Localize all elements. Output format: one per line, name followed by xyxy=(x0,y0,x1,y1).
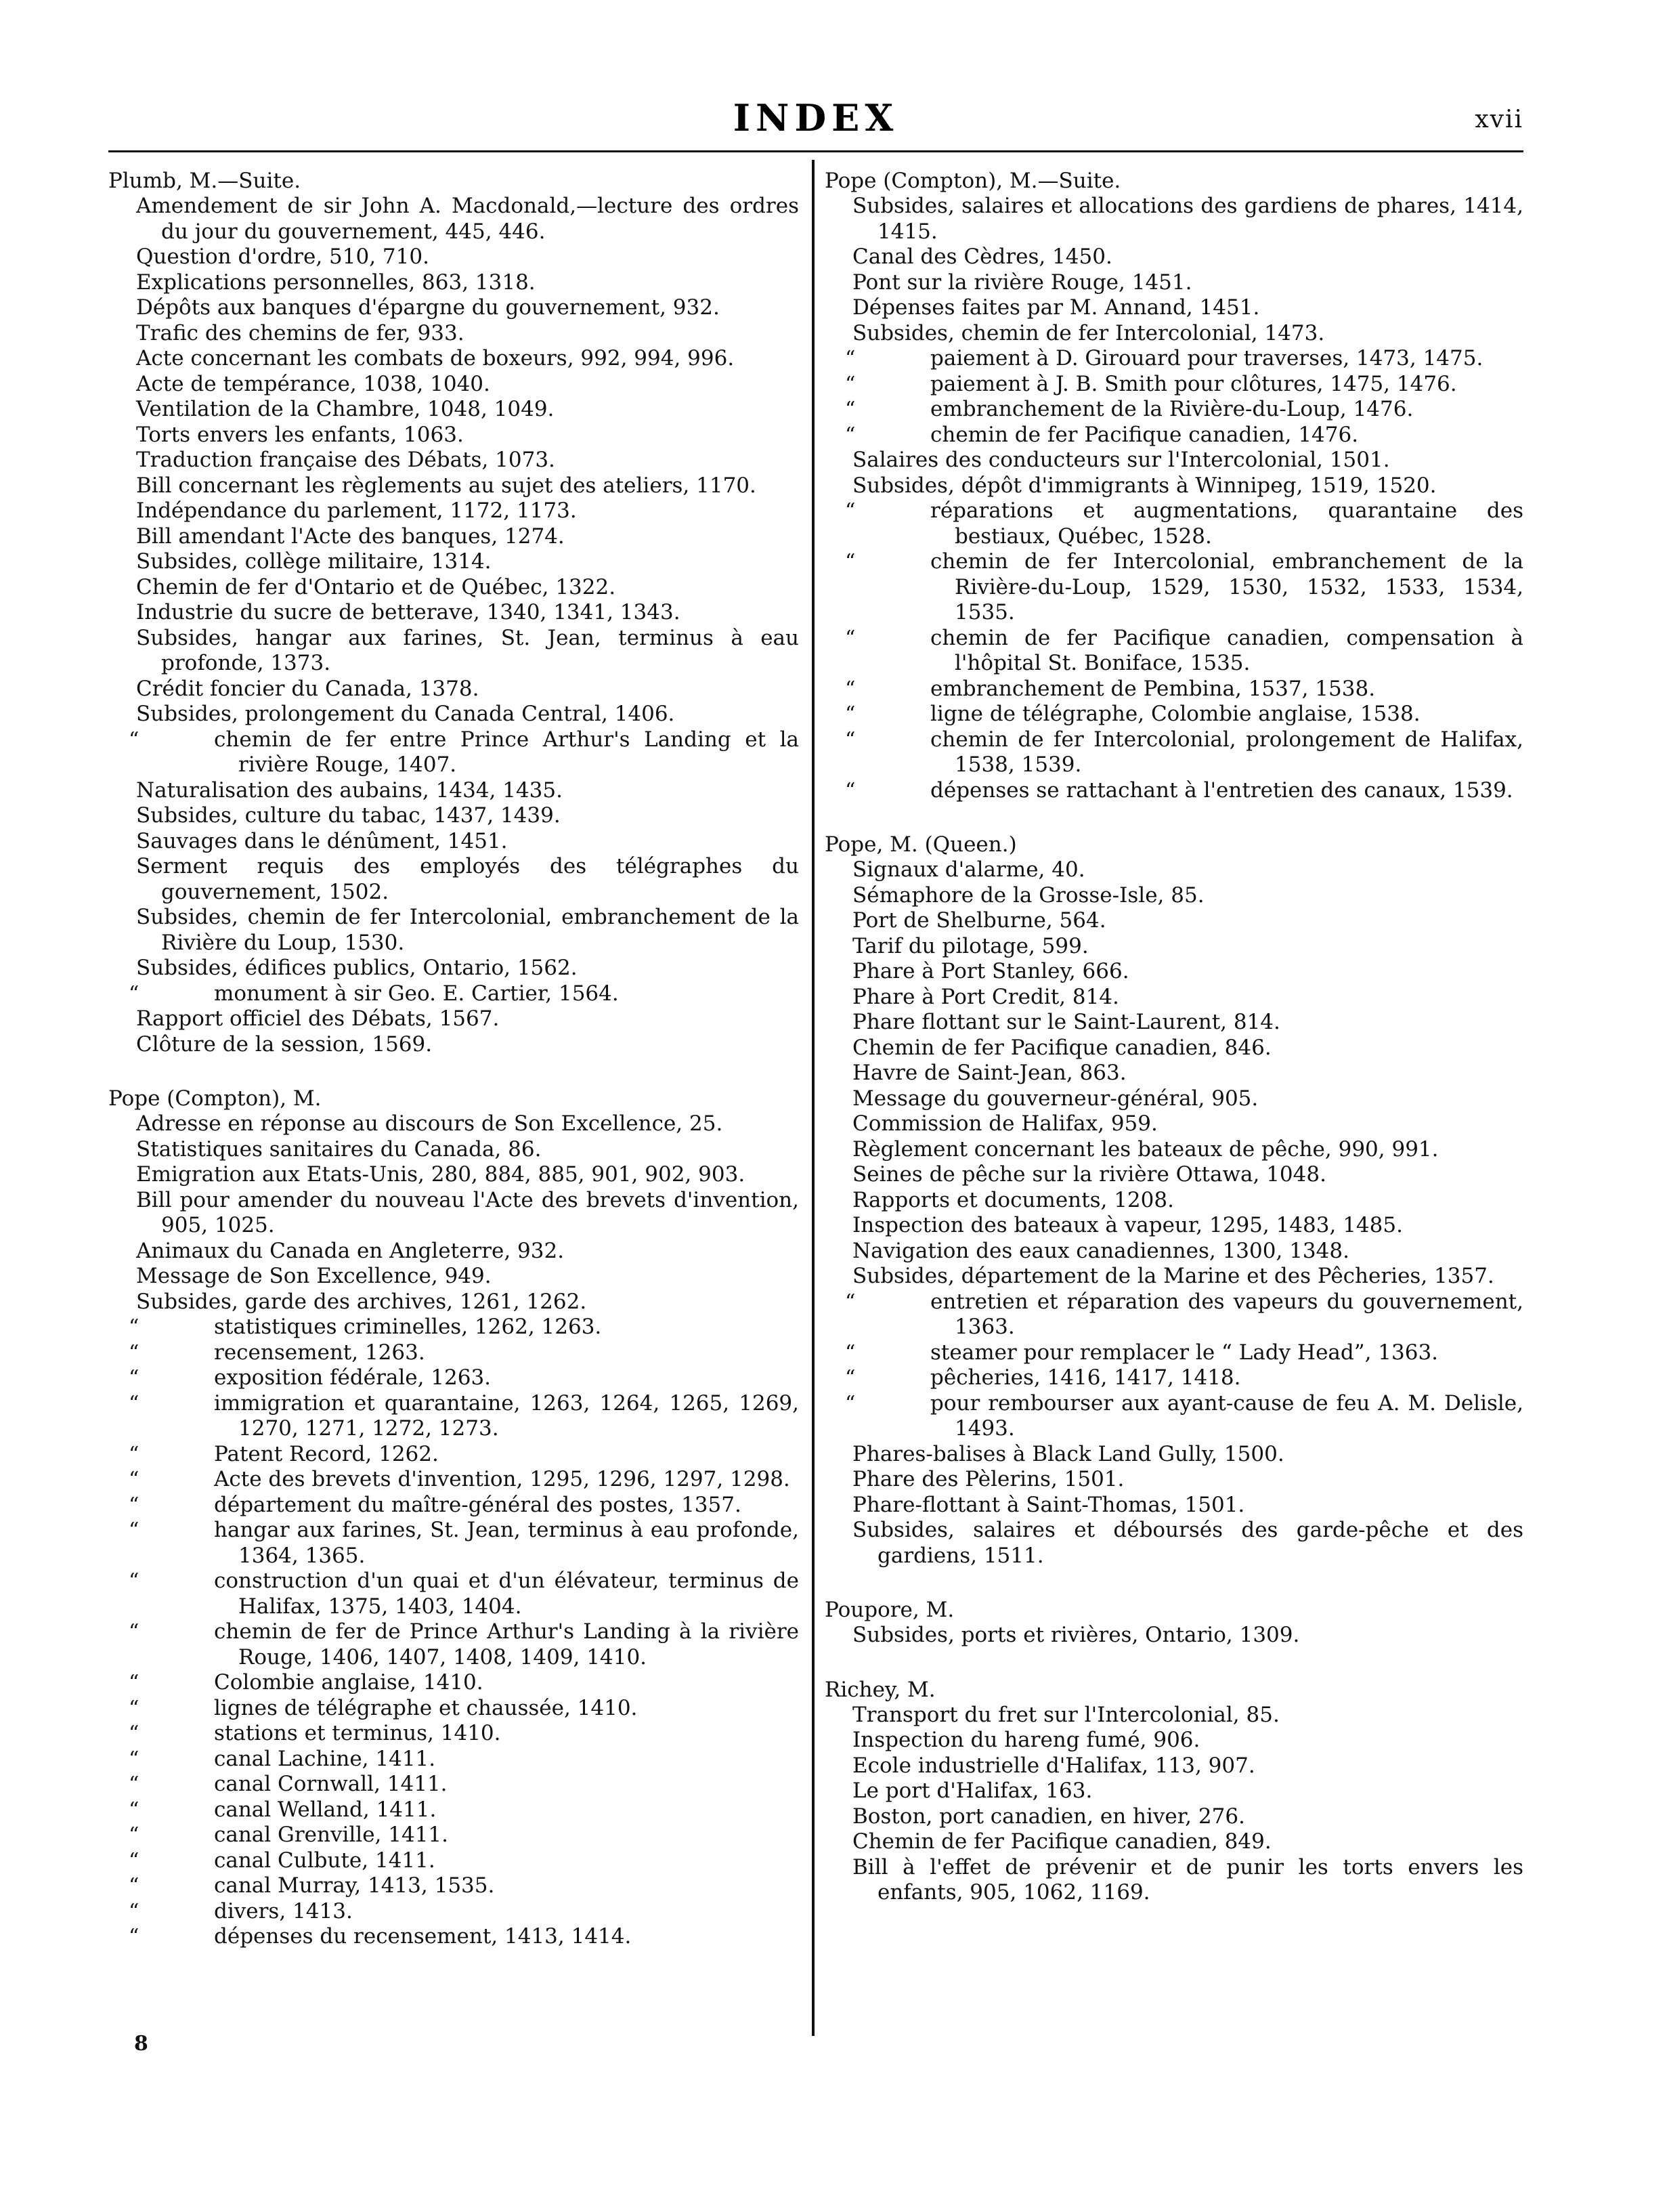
entry-text: Subsides, salaires et déboursés des garde-pêche et des gardiens, 1511. xyxy=(852,1518,1523,1568)
entry-text: paiement à J. B. Smith pour clôtures, 1475, 1476. xyxy=(930,371,1457,396)
index-subentry: “ entretien et réparation des vapeurs du gouvernement, 1363. xyxy=(845,1289,1523,1339)
entry-text: Canal des Cèdres, 1450. xyxy=(852,244,1112,269)
index-subentry: “ statistiques criminelles, 1262, 1263. xyxy=(129,1315,602,1339)
entry-text: Acte concernant les combats de boxeurs, 992, 994, 996. xyxy=(136,346,735,370)
entry-text: Signaux d'alarme, 40. xyxy=(852,857,1085,882)
entry-text: Commission de Halifax, 959. xyxy=(852,1111,1158,1136)
index-entry xyxy=(826,1111,1523,1137)
entry-text: canal Murray, 1413, 1535. xyxy=(214,1873,495,1898)
entry-text: stations et terminus, 1410. xyxy=(214,1721,501,1745)
page-number: xvii xyxy=(1475,106,1523,133)
entry-text: Sémaphore de la Grosse-Isle, 85. xyxy=(852,882,1205,908)
entry-text: dépenses du recensement, 1413, 1414. xyxy=(214,1924,632,1949)
index-entry xyxy=(110,473,799,499)
index-subentry: “ lignes de télégraphe et chaussée, 1410. xyxy=(129,1695,638,1720)
index-entry xyxy=(110,1162,799,1188)
index-subentry: “ exposition fédérale, 1263. xyxy=(129,1365,492,1390)
index-subentry: “ monument à sir Geo. E. Cartier, 1564. xyxy=(129,981,619,1006)
page-title: INDEX xyxy=(733,96,899,140)
index-section xyxy=(825,1597,1523,1649)
entry-text: Phare flottant sur le Saint-Laurent, 814. xyxy=(852,1010,1280,1034)
entry-text: Sauvages dans le dénûment, 1451. xyxy=(136,828,508,853)
index-entry xyxy=(826,934,1523,960)
entry-text: Adresse en réponse au discours de Son Excellence, 25. xyxy=(136,1111,723,1136)
entry-text: exposition fédérale, 1263. xyxy=(214,1365,492,1390)
entry-text: Subsides, hangar aux farines, St. Jean, terminus à eau profonde, 1373. xyxy=(136,625,799,675)
section-heading: Pope (Compton), M. xyxy=(108,1086,322,1111)
entry-text: chemin de fer Intercolonial, prolongement de Halifax, 1538, 1539. xyxy=(930,727,1523,777)
entry-text: Ventilation de la Chambre, 1048, 1049. xyxy=(136,397,555,421)
entry-text: Bill pour amender du nouveau l'Acte des brevets d'invention, 905, 1025. xyxy=(136,1187,799,1237)
entry-text: chemin de fer de Prince Arthur's Landing à la rivière Rouge, 1406, 1407, 1408, 1409, 1410. xyxy=(214,1619,799,1669)
entry-text: canal Welland, 1411. xyxy=(214,1797,437,1822)
entry-text: Torts envers les enfants, 1063. xyxy=(136,422,464,447)
entry-text: lignes de télégraphe et chaussée, 1410. xyxy=(214,1695,638,1720)
entry-text: Salaires des conducteurs sur l'Intercolonial, 1501. xyxy=(852,448,1390,472)
index-entry xyxy=(826,1010,1523,1036)
entry-text: Acte de tempérance, 1038, 1040. xyxy=(136,371,490,396)
index-entry xyxy=(110,626,799,677)
entry-text: Havre de Saint-Jean, 863. xyxy=(852,1061,1127,1085)
index-entry xyxy=(110,549,799,575)
index-subentry: “ canal Welland, 1411. xyxy=(129,1797,437,1822)
entry-text: Explications personnelles, 863, 1318. xyxy=(136,270,536,295)
entry-text: Port de Shelburne, 564. xyxy=(852,908,1106,933)
entry-text: canal Lachine, 1411. xyxy=(214,1746,436,1771)
entry-text: Règlement concernant les bateaux de pêche, 990, 991. xyxy=(852,1136,1439,1162)
signature-mark: 8 xyxy=(134,2032,148,2056)
entry-text: Phare des Pèlerins, 1501. xyxy=(852,1467,1125,1491)
index-entry xyxy=(110,1290,799,1315)
index-subentry: “ canal Lachine, 1411. xyxy=(129,1746,436,1771)
index-entry xyxy=(110,448,799,473)
index-section xyxy=(108,168,799,1057)
entry-text: département du maître-général des postes, 1357. xyxy=(214,1492,741,1517)
entry-text: immigration et quarantaine, 1263, 1264, 1265, 1269, 1270, 1271, 1272, 1273. xyxy=(214,1390,799,1441)
entry-text: Animaux du Canada en Angleterre, 932. xyxy=(136,1238,565,1263)
entry-text: Phare-flottant à Saint-Thomas, 1501. xyxy=(852,1492,1245,1517)
index-subentry: “ chemin de fer Intercolonial, embranchement de la Rivière-du-Loup, 1529, 1530, 1532, 1533, 1534, 1535. xyxy=(845,549,1523,624)
index-entry xyxy=(110,498,799,524)
entry-text: divers, 1413. xyxy=(214,1898,353,1923)
index-section xyxy=(825,832,1523,1569)
index-entry xyxy=(110,524,799,550)
entry-text: Question d'ordre, 510, 710. xyxy=(136,244,429,269)
index-entry xyxy=(110,778,799,804)
index-entry xyxy=(110,346,799,372)
index-entry xyxy=(110,397,799,423)
entry-text: Seines de pêche sur la rivière Ottawa, 1048. xyxy=(852,1162,1326,1187)
index-entry xyxy=(826,448,1523,473)
index-entry xyxy=(110,423,799,448)
entry-text: Le port d'Halifax, 163. xyxy=(852,1779,1093,1803)
index-entry xyxy=(826,1239,1523,1264)
index-entry xyxy=(110,295,799,321)
index-entry xyxy=(826,1086,1523,1112)
index-subentry: “ Acte des brevets d'invention, 1295, 1296, 1297, 1298. xyxy=(129,1467,790,1491)
index-subentry: “ chemin de fer Pacifique canadien, 1476. xyxy=(845,422,1359,447)
index-entry xyxy=(110,1264,799,1290)
index-subentry: “ chemin de fer Intercolonial, prolongement de Halifax, 1538, 1539. xyxy=(845,727,1523,777)
index-entry xyxy=(110,194,799,244)
index-subentry: “ pêcheries, 1416, 1417, 1418. xyxy=(845,1365,1241,1390)
entry-text: Amendement de sir John A. Macdonald,—lecture des ordres du jour du gouvernement, 445, 446. xyxy=(136,194,799,244)
index-entry xyxy=(110,1188,799,1239)
index-subentry: “ steamer pour remplacer le “ Lady Head”, 1363. xyxy=(845,1340,1439,1365)
index-subentry: “ hangar aux farines, St. Jean, terminus à eau profonde, 1364, 1365. xyxy=(129,1518,799,1568)
entry-text: Phare à Port Stanley, 666. xyxy=(852,959,1129,983)
index-entry xyxy=(826,244,1523,270)
index-subentry: “ canal Murray, 1413, 1535. xyxy=(129,1873,495,1898)
page-header xyxy=(108,88,1523,149)
entry-text: Dépôts aux banques d'épargne du gouvernement, 932. xyxy=(136,295,720,320)
index-subentry: “ dépenses du recensement, 1413, 1414. xyxy=(129,1924,632,1949)
index-entry xyxy=(110,1137,799,1163)
entry-text: pour rembourser aux ayant-cause de feu A. M. Delisle, 1493. xyxy=(930,1390,1523,1441)
index-entry xyxy=(110,244,799,270)
index-entry xyxy=(110,829,799,855)
entry-text: Transport du fret sur l'Intercolonial, 85. xyxy=(852,1702,1280,1727)
entry-text: hangar aux farines, St. Jean, terminus à eau profonde, 1364, 1365. xyxy=(214,1518,799,1568)
entry-text: ligne de télégraphe, Colombie anglaise, 1538. xyxy=(930,702,1421,726)
index-subentry: “ canal Grenville, 1411. xyxy=(129,1823,449,1847)
index-entry xyxy=(826,1703,1523,1728)
left-column xyxy=(108,168,799,1978)
entry-text: recensement, 1263. xyxy=(214,1340,425,1365)
entry-text: chemin de fer Pacifique canadien, 1476. xyxy=(930,422,1359,447)
entry-text: Clôture de la session, 1569. xyxy=(136,1031,433,1057)
entry-text: embranchement de la Rivière-du-Loup, 1476. xyxy=(930,397,1414,421)
index-entry xyxy=(110,600,799,626)
index-entry xyxy=(826,985,1523,1011)
entry-text: canal Culbute, 1411. xyxy=(214,1848,435,1873)
entry-text: embranchement de Pembina, 1537, 1538. xyxy=(930,676,1376,701)
index-entry xyxy=(110,1006,799,1032)
entry-text: Inspection des bateaux à vapeur, 1295, 1483, 1485. xyxy=(852,1213,1403,1237)
index-entry xyxy=(826,1753,1523,1779)
index-subentry: “ paiement à J. B. Smith pour clôtures, 1475, 1476. xyxy=(845,371,1457,396)
entry-text: Acte des brevets d'invention, 1295, 1296, 1297, 1298. xyxy=(214,1467,790,1491)
index-entry xyxy=(110,575,799,601)
index-entry xyxy=(826,1728,1523,1753)
index-subentry: “ immigration et quarantaine, 1263, 1264, 1265, 1269, 1270, 1271, 1272, 1273. xyxy=(129,1390,799,1441)
entry-text: Traduction française des Débats, 1073. xyxy=(136,448,555,472)
entry-text: Subsides, garde des archives, 1261, 1262. xyxy=(136,1289,587,1314)
index-entry xyxy=(110,1239,799,1264)
right-column xyxy=(825,168,1523,1934)
index-entry xyxy=(110,803,799,829)
index-section xyxy=(825,168,1523,803)
entry-text: Emigration aux Etats-Unis, 280, 884, 885, 901, 902, 903. xyxy=(136,1162,745,1187)
entry-text: Boston, port canadien, en hiver, 276. xyxy=(852,1804,1245,1829)
entry-text: Bill à l'effet de prévenir et de punir les torts envers les enfants, 905, 1062, 1169. xyxy=(852,1854,1523,1905)
entry-text: Tarif du pilotage, 599. xyxy=(852,933,1089,958)
section-heading: Pope, M. (Queen.) xyxy=(825,832,1017,857)
entry-text: Subsides, chemin de fer Intercolonial, embranchement de la Rivière du Loup, 1530. xyxy=(136,905,799,955)
entry-text: réparations et augmentations, quarantaine des bestiaux, Québec, 1528. xyxy=(930,498,1523,549)
index-entry xyxy=(826,295,1523,321)
index-entry xyxy=(826,1623,1523,1649)
entry-text: Message de Son Excellence, 949. xyxy=(136,1264,492,1288)
entry-text: chemin de fer entre Prince Arthur's Landing et la rivière Rouge, 1407. xyxy=(214,727,799,777)
index-entry xyxy=(110,854,799,905)
entry-text: Rapport officiel des Débats, 1567. xyxy=(136,1006,500,1031)
entry-text: Subsides, prolongement du Canada Central, 1406. xyxy=(136,702,675,726)
entry-text: Trafic des chemins de fer, 933. xyxy=(136,320,464,345)
index-entry xyxy=(826,1467,1523,1493)
index-entry xyxy=(826,1829,1523,1855)
entry-text: Subsides, collège militaire, 1314. xyxy=(136,549,492,574)
index-entry xyxy=(110,270,799,296)
section-heading: Plumb, M.—Suite. xyxy=(108,169,301,193)
index-entry xyxy=(826,473,1523,499)
index-entry xyxy=(826,1442,1523,1468)
index-entry xyxy=(826,1264,1523,1290)
index-entry xyxy=(110,702,799,727)
index-subentry: “ recensement, 1263. xyxy=(129,1340,425,1365)
entry-text: Phare à Port Credit, 814. xyxy=(852,984,1119,1009)
entry-text: Chemin de fer d'Ontario et de Québec, 1322. xyxy=(136,574,616,599)
index-entry xyxy=(110,956,799,981)
index-subentry: “ paiement à D. Girouard pour traverses, 1473, 1475. xyxy=(845,346,1483,370)
index-entry xyxy=(826,883,1523,909)
index-entry xyxy=(826,857,1523,883)
index-entry xyxy=(110,1111,799,1137)
index-entry xyxy=(826,1518,1523,1569)
entry-text: Dépenses faites par M. Annand, 1451. xyxy=(852,295,1260,320)
section-heading: Poupore, M. xyxy=(825,1598,955,1622)
entry-text: Colombie anglaise, 1410. xyxy=(214,1670,483,1695)
column-divider xyxy=(812,160,815,2036)
index-subentry: “ divers, 1413. xyxy=(129,1898,353,1923)
index-entry xyxy=(826,1779,1523,1804)
entry-text: statistiques criminelles, 1262, 1263. xyxy=(214,1315,602,1339)
index-subentry: “ canal Culbute, 1411. xyxy=(129,1848,435,1873)
index-entry xyxy=(826,959,1523,985)
index-entry xyxy=(826,1036,1523,1061)
entry-text: dépenses se rattachant à l'entretien des canaux, 1539. xyxy=(930,778,1513,803)
entry-text: Chemin de fer Pacifique canadien, 846. xyxy=(852,1035,1272,1060)
index-entry xyxy=(826,1855,1523,1906)
entry-text: Crédit foncier du Canada, 1378. xyxy=(136,676,479,701)
entry-text: Subsides, édifices publics, Ontario, 1562. xyxy=(136,956,578,980)
entry-text: canal Grenville, 1411. xyxy=(214,1823,449,1847)
entry-text: chemin de fer Intercolonial, embranchement de la Rivière-du-Loup, 1529, 1530, 1532, 1533, 1534, 1535. xyxy=(930,549,1523,624)
entry-text: Pont sur la rivière Rouge, 1451. xyxy=(852,270,1192,295)
entry-text: Chemin de fer Pacifique canadien, 849. xyxy=(852,1829,1272,1854)
entry-text: monument à sir Geo. E. Cartier, 1564. xyxy=(214,981,619,1006)
index-subentry: “ chemin de fer Pacifique canadien, compensation à l'hôpital St. Boniface, 1535. xyxy=(845,625,1523,675)
entry-text: Subsides, ports et rivières, Ontario, 1309. xyxy=(852,1623,1300,1647)
index-entry xyxy=(826,1162,1523,1188)
entry-text: Naturalisation des aubains, 1434, 1435. xyxy=(136,778,563,803)
index-section xyxy=(108,1086,799,1950)
index-entry xyxy=(826,1137,1523,1163)
index-entry xyxy=(826,270,1523,296)
index-entry xyxy=(826,908,1523,934)
entry-text: Bill concernant les règlements au sujet des ateliers, 1170. xyxy=(136,473,756,498)
entry-text: Phares-balises à Black Land Gully, 1500. xyxy=(852,1441,1284,1466)
entry-text: Bill amendant l'Acte des banques, 1274. xyxy=(136,524,565,549)
index-subentry: “ pour rembourser aux ayant-cause de feu A. M. Delisle, 1493. xyxy=(845,1390,1523,1441)
entry-text: Indépendance du parlement, 1172, 1173. xyxy=(136,498,577,523)
entry-text: Subsides, département de la Marine et des Pêcheries, 1357. xyxy=(852,1264,1494,1288)
entry-text: Subsides, salaires et allocations des gardiens de phares, 1414, 1415. xyxy=(852,194,1523,244)
index-subentry: “ construction d'un quai et d'un élévateur, terminus de Halifax, 1375, 1403, 1404. xyxy=(129,1569,799,1619)
entry-text: canal Cornwall, 1411. xyxy=(214,1772,448,1796)
index-subentry: “ embranchement de la Rivière-du-Loup, 1476. xyxy=(845,397,1414,421)
section-heading: Richey, M. xyxy=(825,1677,936,1702)
index-entry xyxy=(110,677,799,702)
index-section xyxy=(825,1677,1523,1906)
index-entry xyxy=(826,1804,1523,1830)
index-subentry: “ département du maître-général des postes, 1357. xyxy=(129,1492,741,1517)
entry-text: paiement à D. Girouard pour traverses, 1473, 1475. xyxy=(930,346,1483,370)
entry-text: Serment requis des employés des télégraphes du gouvernement, 1502. xyxy=(136,854,799,904)
entry-text: Message du gouverneur-général, 905. xyxy=(852,1086,1259,1111)
index-subentry: “ ligne de télégraphe, Colombie anglaise, 1538. xyxy=(845,702,1421,726)
entry-text: steamer pour remplacer le “ Lady Head”, 1363. xyxy=(930,1340,1439,1365)
index-entry xyxy=(826,194,1523,244)
entry-text: Subsides, culture du tabac, 1437, 1439. xyxy=(136,803,561,828)
index-subentry: “ embranchement de Pembina, 1537, 1538. xyxy=(845,676,1376,701)
entry-text: Subsides, dépôt d'immigrants à Winnipeg, 1519, 1520. xyxy=(852,473,1437,498)
index-entry xyxy=(110,905,799,956)
entry-text: Subsides, chemin de fer Intercolonial, 1473. xyxy=(852,320,1325,345)
entry-text: Patent Record, 1262. xyxy=(214,1441,439,1466)
index-entry xyxy=(826,1213,1523,1239)
index-subentry: “ Colombie anglaise, 1410. xyxy=(129,1670,483,1695)
index-entry xyxy=(110,1032,799,1058)
entry-text: pêcheries, 1416, 1417, 1418. xyxy=(930,1365,1241,1390)
entry-text: Ecole industrielle d'Halifax, 113, 907. xyxy=(852,1753,1255,1778)
index-entry xyxy=(826,321,1523,347)
index-subentry: “ réparations et augmentations, quarantaine des bestiaux, Québec, 1528. xyxy=(845,498,1523,549)
index-subentry: “ chemin de fer entre Prince Arthur's Landing et la rivière Rouge, 1407. xyxy=(129,727,799,777)
index-entry xyxy=(110,372,799,398)
entry-text: chemin de fer Pacifique canadien, compensation à l'hôpital St. Boniface, 1535. xyxy=(930,625,1523,675)
entry-text: entretien et réparation des vapeurs du gouvernement, 1363. xyxy=(930,1289,1523,1339)
index-subentry: “ Patent Record, 1262. xyxy=(129,1441,439,1466)
index-subentry: “ canal Cornwall, 1411. xyxy=(129,1772,448,1796)
entry-text: Statistiques sanitaires du Canada, 86. xyxy=(136,1136,542,1162)
section-heading: Pope (Compton), M.—Suite. xyxy=(825,169,1121,193)
header-rule xyxy=(108,150,1523,152)
index-subentry: “ stations et terminus, 1410. xyxy=(129,1721,501,1745)
index-subentry: “ chemin de fer de Prince Arthur's Landing à la rivière Rouge, 1406, 1407, 1408, 1409, 1410. xyxy=(129,1619,799,1669)
index-entry xyxy=(826,1061,1523,1086)
index-subentry: “ dépenses se rattachant à l'entretien des canaux, 1539. xyxy=(845,778,1513,803)
entry-text: Inspection du hareng fumé, 906. xyxy=(852,1728,1200,1752)
entry-text: Rapports et documents, 1208. xyxy=(852,1187,1174,1212)
index-entry xyxy=(110,321,799,347)
entry-text: construction d'un quai et d'un élévateur, terminus de Halifax, 1375, 1403, 1404. xyxy=(214,1569,799,1619)
entry-text: Navigation des eaux canadiennes, 1300, 1348. xyxy=(852,1238,1349,1263)
entry-text: Industrie du sucre de betterave, 1340, 1341, 1343. xyxy=(136,600,680,624)
index-entry xyxy=(826,1493,1523,1518)
index-entry xyxy=(826,1188,1523,1214)
